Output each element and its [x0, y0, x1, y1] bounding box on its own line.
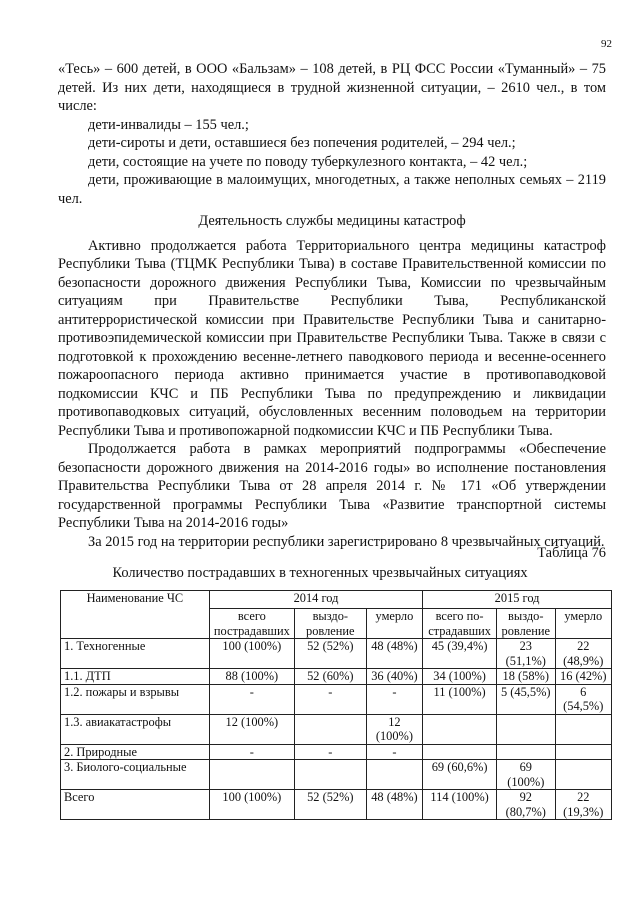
cell: -: [294, 744, 366, 760]
body-text: [58, 60, 606, 551]
cell: [555, 714, 611, 744]
cell: 16 (42%): [555, 669, 611, 685]
table-row: [61, 684, 612, 714]
list-item: дети, проживающие в малоимущих, многодетных, а также неполных семьях – 2119 чел.: [58, 172, 606, 207]
cell: 100 (100%): [209, 790, 294, 820]
row-name: 1.1. ДТП: [61, 669, 210, 685]
subheader: умерло: [555, 609, 611, 639]
cell: 52 (52%): [294, 639, 366, 669]
cell: 52 (52%): [294, 790, 366, 820]
cell: 23 (51,1%): [497, 639, 555, 669]
cell: [423, 714, 497, 744]
table-row: [61, 760, 612, 790]
cell: 69 (60,6%): [423, 760, 497, 790]
list-item: дети, состоящие на учете по поводу туберкулезного контакта, – 42 чел.;: [88, 153, 528, 170]
table-title: Количество пострадавших в техногенных чрезвычайных ситуациях: [112, 565, 528, 581]
cell: 22 (48,9%): [555, 639, 611, 669]
column-header-2014: 2014 год: [209, 591, 422, 609]
cell: [497, 714, 555, 744]
cell: [294, 760, 366, 790]
cell: 12 (100%): [209, 714, 294, 744]
row-name: 1. Техногенные: [61, 639, 210, 669]
cell: 34 (100%): [423, 669, 497, 685]
cell: 48 (48%): [366, 639, 422, 669]
cell: 100 (100%): [209, 639, 294, 669]
cell: 45 (39,4%): [423, 639, 497, 669]
cell: -: [209, 744, 294, 760]
paragraph-2: Продолжается работа в рамках мероприятий подпрограммы «Обеспечение безопасности дорожного движения на 2014-2016 годы» во исполнение постановления Правительства Республики Тыва от 28 апреля 2014 г. № 171 «Об утверждении государственной программы Республики Тыва «Развитие транспортной системы Республики Тыва на 2014-2016 годы»: [58, 441, 606, 531]
subheader: выздо-ровление: [294, 609, 366, 639]
row-name: 1.2. пожары и взрывы: [61, 684, 210, 714]
cell: [555, 744, 611, 760]
cell: 22 (19,3%): [555, 790, 611, 820]
cell: 12 (100%): [366, 714, 422, 744]
cell: [209, 760, 294, 790]
table-row: [61, 669, 612, 685]
cell: [497, 744, 555, 760]
section-heading: Деятельность службы медицины катастроф: [198, 213, 466, 229]
table-row: [61, 790, 612, 820]
cell: [555, 760, 611, 790]
casualties-table: [60, 590, 612, 820]
cell: 48 (48%): [366, 790, 422, 820]
cell: [423, 744, 497, 760]
cell: -: [294, 684, 366, 714]
intro-paragraph: «Тесь» – 600 детей, в ООО «Бальзам» – 108 детей, в РЦ ФСС России «Туманный» – 75 детей. Из них дети, находящиеся в трудной жизненной ситуации, – 2610 чел., в том числе:: [58, 61, 606, 114]
cell: 92 (80,7%): [497, 790, 555, 820]
cell: 18 (58%): [497, 669, 555, 685]
table-row: [61, 639, 612, 669]
cell: [366, 760, 422, 790]
cell: -: [366, 684, 422, 714]
list-item: дети-инвалиды – 155 чел.;: [88, 116, 249, 133]
subheader: всего по-страдавших: [423, 609, 497, 639]
row-name: 1.3. авиакатастрофы: [61, 714, 210, 744]
subheader: всего пострадавших: [209, 609, 294, 639]
paragraph-1: Активно продолжается работа Территориального центра медицины катастроф Республики Тыва (ТЦМК Республики Тыва) в составе Правительственной комиссии по безопасности дорожного движения Республики Тыва, Комиссии по чрезвычайным ситуациям при Правительстве Республики Тыва, Республиканской антитеррористической комиссии при Правительстве Республики Тыва и санитарно-противоэпидемической комиссии при Правительстве Республики Тыва. Также в связи с подготовкой к прохождению весенне-летнего паводкового периода и весенне-осеннего пожароопасного периода активно принимается участие в противопаводковой подкомиссии КЧС и ПБ Республики Тыва по предупреждению и ликвидации противопаводковых ситуаций, обусловленных весенним половодьем на территории Республики Тыва и противопожарной подкомиссии КЧС и ПБ Республики Тыва.: [58, 237, 606, 439]
cell: 6 (54,5%): [555, 684, 611, 714]
subheader: выздо-ровление: [497, 609, 555, 639]
cell: [294, 714, 366, 744]
column-header-name: Наименование ЧС: [61, 591, 210, 639]
subheader: умерло: [366, 609, 422, 639]
cell: 52 (60%): [294, 669, 366, 685]
table-row: [61, 744, 612, 760]
cell: -: [209, 684, 294, 714]
cell: 69 (100%): [497, 760, 555, 790]
cell: 36 (40%): [366, 669, 422, 685]
row-name: Всего: [61, 790, 210, 820]
column-header-2015: 2015 год: [423, 591, 612, 609]
cell: 5 (45,5%): [497, 684, 555, 714]
cell: 88 (100%): [209, 669, 294, 685]
page-number: 92: [601, 38, 612, 50]
table-label: Таблица 76: [537, 545, 606, 561]
cell: 11 (100%): [423, 684, 497, 714]
table-row: [61, 714, 612, 744]
row-name: 3. Биолого-социальные: [61, 760, 210, 790]
row-name: 2. Природные: [61, 744, 210, 760]
list-item: дети-сироты и дети, оставшиеся без попечения родителей, – 294 чел.;: [88, 135, 516, 151]
paragraph-3: За 2015 год на территории республики зарегистрировано 8 чрезвычайных ситуаций.: [88, 533, 605, 550]
cell: 114 (100%): [423, 790, 497, 820]
cell: -: [366, 744, 422, 760]
